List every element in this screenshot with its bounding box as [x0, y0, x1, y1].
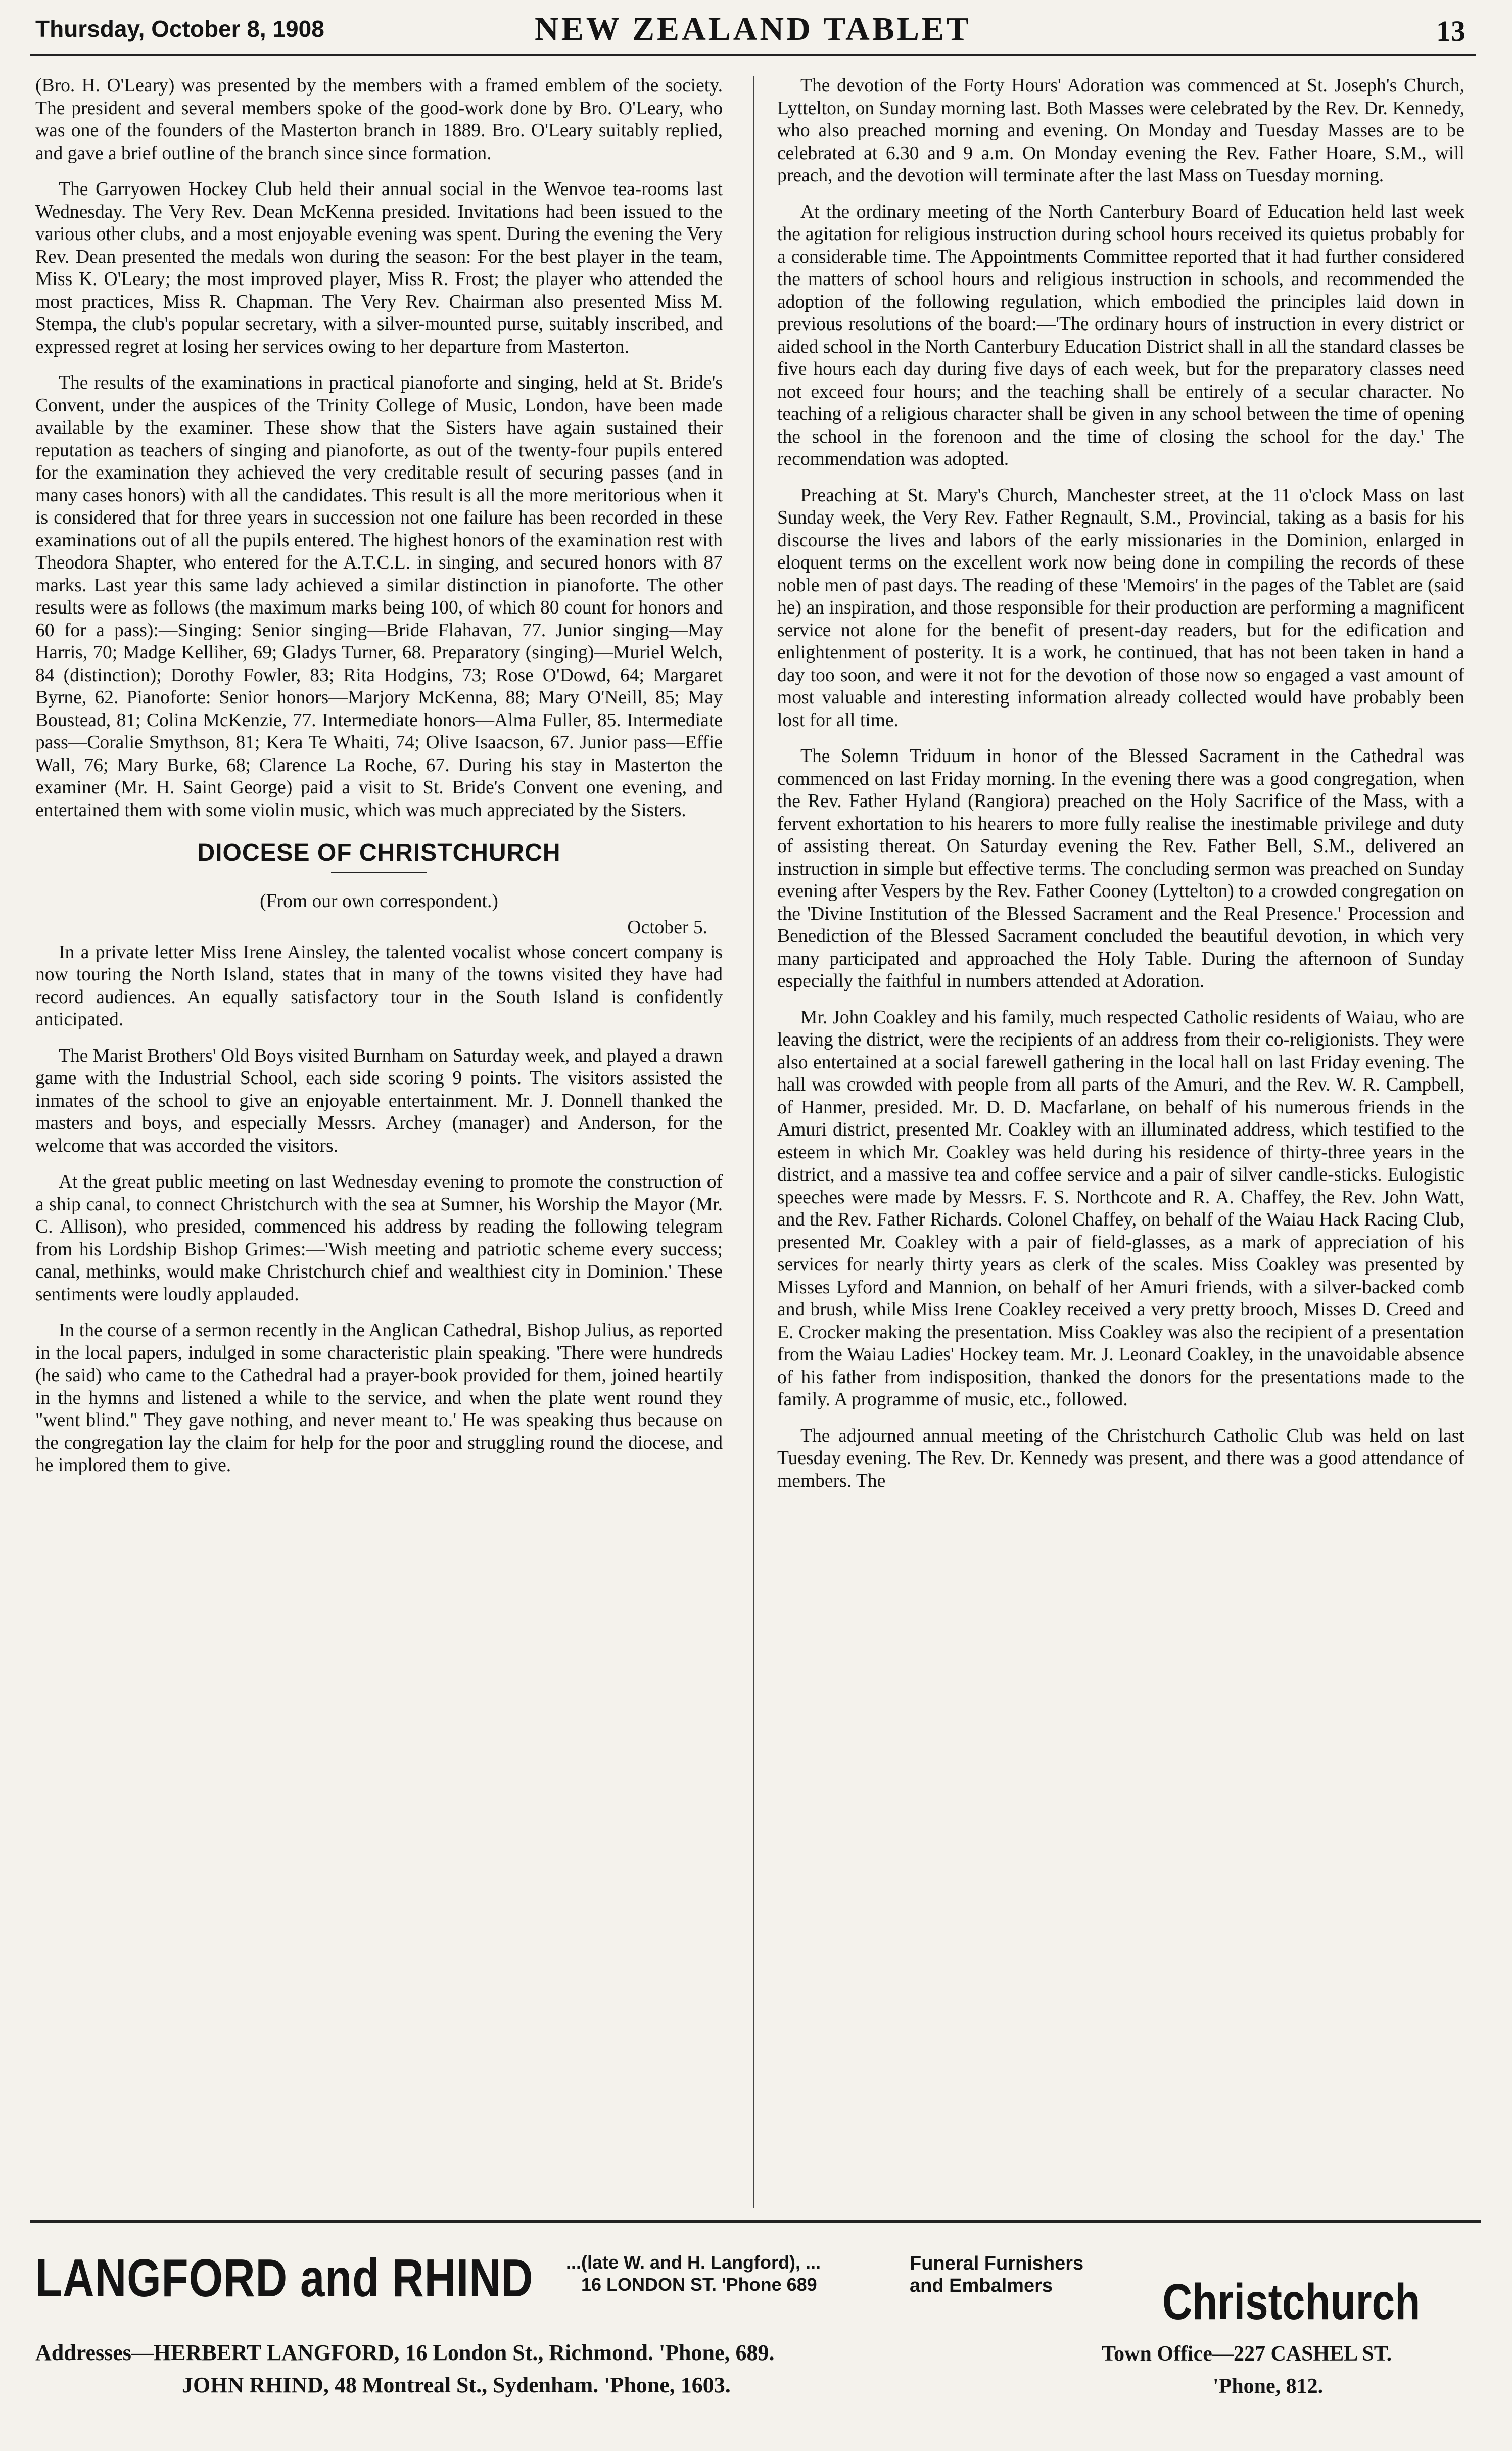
ad-address: Addresses—HERBERT LANGFORD, 16 London St., Richmond. 'Phone, 689.: [35, 2340, 775, 2365]
article-paragraph: (Bro. H. O'Leary) was presented by the members with a framed emblem of the society. The president and several members spoke of the good-work done by Bro. O'Leary, who was one of the founders of the Masterton branch in 1889. Bro. O'Leary suitably replied, and gave a brief outline of the branch since since formation.: [35, 75, 723, 164]
ad-firm-name: LANGFORD and RHIND: [35, 2248, 534, 2308]
column-divider: [753, 76, 754, 2208]
page-number: 13: [1436, 15, 1466, 48]
byline: (From our own correspondent.): [260, 890, 498, 912]
article-paragraph: Preaching at St. Mary's Church, Manchester street, at the 11 o'clock Mass on last Sunday week, the Very Rev. Father Regnault, S.M., Provincial, taking as a basis for his discourse the lives and labors of the early missionaries in the Dominion, enlarged in eloquent terms on the excellent work now being done in compiling the records of these noble men of past days. The reading of these 'Memoirs' in the pages of the Tablet are (said he) an inspiration, and those responsible for their production are performing a magnificent service not alone for the benefit of present-day readers, but for the edification and enlightenment of posterity. It is a work, he continued, that has not been taken in hand a day too soon, and were it not for the devotion of those now so engaged a vast amount of most valuable and interesting information already collected would have probably been lost for all time.: [777, 485, 1464, 731]
article-paragraph: Mr. John Coakley and his family, much respected Catholic residents of Waiau, who are leaving the district, were the recipients of an address from their co-religionists. They were also entertained at a social farewell gathering in the local hall on last Friday evening. The hall was crowded with people from all parts of the Amuri, and the Rev. W. R. Campbell, of Hanmer, presided. Mr. D. D. Macfarlane, on behalf of his numerous friends in the Amuri district, presented Mr. Coakley with an illuminated address, which testified to the esteem in which Mr. Coakley was held during his residence of thirty-three years in the district, and a massive tea and coffee service and a pair of silver candle-sticks. Eulogistic speeches were made by Messrs. F. S. Northcote and R. A. Chaffey, the Rev. John Watt, and the Rev. Father Richards. Colonel Chaffey, on behalf of the Waiau Hack Racing Club, presented Mr. Coakley with a pair of field-glasses, as a mark of appreciation of his services for nearly thirty years as clerk of the scales. Miss Coakley was presented by Misses Lyford and Mannion, on behalf of her Amuri friends, with a silver-backed comb and brush, while Miss Irene Coakley received a very pretty brooch, Misses D. Creed and E. Crocker making the presentation. Miss Coakley was also the recipient of a presentation from the Waiau Ladies' Hockey team. Mr. J. Leonard Coakley, in the unavoidable absence of his father from indisposition, thanked the donors for the presentations made to the family. A programme of music, etc., followed.: [777, 1007, 1464, 1410]
left-column: [35, 75, 723, 1491]
advertisement-banner: [30, 2220, 1481, 2445]
ad-trade-line: and Embalmers: [910, 2275, 1053, 2296]
ad-address: JOHN RHIND, 48 Montreal St., Sydenham. 'Phone, 1603.: [182, 2373, 731, 2397]
heading-divider: [331, 872, 427, 873]
issue-date: Thursday, October 8, 1908: [35, 16, 324, 42]
ad-city: Christchurch: [1162, 2274, 1421, 2330]
article-paragraph: The Marist Brothers' Old Boys visited Burnham on Saturday week, and played a drawn game with the Industrial School, each side scoring 9 points. The visitors assisted the inmates of the school to give an enjoyable entertainment. Mr. J. Donnell thanked the masters and boys, and especially Messrs. Archey (manager) and Anderson, for the welcome that was accorded the visitors.: [35, 1045, 723, 1156]
right-column: [777, 75, 1464, 1506]
article-paragraph: The Garryowen Hockey Club held their annual social in the Wenvoe tea-rooms last Wednesday. The Very Rev. Dean McKenna presided. Invitations had been issued to the various other clubs, and a most enjoyable evening was spent. During the evening the Very Rev. Dean presented the medals won during the season: For the best player in the team, Miss K. O'Leary; the most improved player, Miss R. Frost; the player who attended the most practices, Miss R. Chapman. The Very Rev. Chairman also presented Miss M. Stempa, the club's popular secretary, with a silver-mounted purse, suitably inscribed, and expressed regret at losing her services owing to her departure from Masterton.: [35, 179, 723, 357]
article-paragraph: The devotion of the Forty Hours' Adoration was commenced at St. Joseph's Church, Lyttelton, on Sunday morning last. Both Masses were celebrated by the Rev. Dr. Kennedy, who also preached morning and evening. On Monday and Tuesday Masses are to be celebrated at 6.30 and 9 a.m. On Monday evening the Rev. Father Hoare, S.M., will preach, and the devotion will terminate after the last Mass on Tuesday morning.: [777, 75, 1464, 186]
ad-trade-line: Funeral Furnishers: [910, 2253, 1084, 2274]
ad-street: 16 LONDON ST. 'Phone 689: [581, 2274, 817, 2295]
ad-office-phone: 'Phone, 812.: [1213, 2375, 1324, 2398]
article-paragraph: The adjourned annual meeting of the Christchurch Catholic Club was held on last Tuesday evening. The Rev. Dr. Kennedy was present, and there was a good attendance of members. The: [777, 1425, 1464, 1491]
article-paragraph: In a private letter Miss Irene Ainsley, the talented vocalist whose concert company is now touring the North Island, states that in many of the towns visited they have had record audiences. An equally satisfactory tour in the South Island is confidently anticipated.: [35, 941, 723, 1030]
ad-town-office: Town Office—227 CASHEL ST.: [1102, 2342, 1392, 2366]
page-header: [30, 7, 1476, 56]
article-paragraph: At the ordinary meeting of the North Canterbury Board of Education held last week the agitation for religious instruction during school hours received its quietus probably for a considerable time. The Appointments Committee reported that it had further considered the matters of school hours and religious instruction in schools, and recommended the adoption of the following regulation, which embodied the principles laid down in previous resolutions of the board:—'The ordinary hours of instruction in every district or aided school in the North Canterbury Education District shall in all the standard classes be five hours each day during five days of each week, but for the preparatory classes need not exceed four hours; and the teaching shall be entirely of a secular character. No teaching of a religious character shall be given in any school between the time of opening the school in the forenoon and the time of closing the school for the day.' The recommendation was adopted.: [777, 201, 1464, 469]
masthead-title: NEW ZEALAND TABLET: [535, 11, 971, 48]
article-paragraph: The results of the examinations in practical pianoforte and singing, held at St. Bride's Convent, under the auspices of the Trinity College of Music, London, have been made available by the examiner. These show that the Sisters have again sustained their reputation as teachers of singing and pianoforte, as out of the twenty-four pupils entered for the examination they achieved the very creditable result of securing passes (and in many cases honors) with all the candidates. This result is all the more meritorious when it is considered that for three years in succession not one failure has been recorded in these examinations out of all the pupils entered. The highest honors of the examination rest with Theodora Shapter, who entered for the A.T.C.L. in singing, and secured honors with 87 marks. Last year this same lady achieved a similar distinction in pianoforte. The other results were as follows (the maximum marks being 100, of which 80 count for honors and 60 for a pass):—Singing: Senior singing—Bride Flahavan, 77. Junior singing—May Harris, 70; Madge Kelliher, 69; Gladys Turner, 68. Preparatory (singing)—Muriel Welch, 84 (distinction); Dorothy Fowler, 83; Rita Hodgins, 73; Rose O'Dowd, 64; Margaret Byrne, 62. Pianoforte: Senior honors—Marjory McKenna, 88; Mary O'Neill, 85; May Boustead, 81; Colina McKenzie, 77. Intermediate honors—Alma Fuller, 85. Intermediate pass—Coralie Smythson, 81; Kera Te Whaiti, 74; Olive Isaacson, 67. Junior pass—Effie Wall, 76; Mary Burke, 68; Clarence La Roche, 67. During his stay in Masterton the examiner (Mr. H. Saint George) paid a visit to St. Bride's Convent one evening, and entertained them with some violin music, which was much appreciated by the Sisters.: [35, 372, 723, 821]
article-paragraph: The Solemn Triduum in honor of the Blessed Sacrament in the Cathedral was commenced on last Friday morning. In the evening there was a good congregation, when the Rev. Father Hyland (Rangiora) preached on the Holy Sacrifice of the Mass, with a fervent exhortation to his hearers to more fully realise the inestimable privilege and duty of assisting thereat. On Saturday evening the Rev. Father Bell, S.M., delivered an instruction in simple but effective terms. The concluding sermon was preached on Sunday evening after Vespers by the Rev. Father Cooney (Lyttelton) to a crowded congregation on the 'Divine Institution of the Blessed Sacrament and the Real Presence.' Procession and Benediction of the Blessed Sacrament concluded the beautiful devotion, in which very many participated and approached the Holy Table. During the afternoon of Sunday especially the faithful in numbers attended at Adoration.: [777, 746, 1464, 992]
section-heading: DIOCESE OF CHRISTCHURCH: [197, 839, 561, 866]
dateline: October 5.: [627, 917, 707, 938]
ad-predecessor: ...(late W. and H. Langford), ...: [566, 2252, 821, 2273]
article-paragraph: In the course of a sermon recently in the Anglican Cathedral, Bishop Julius, as reported in the local papers, indulged in some characteristic plain speaking. 'There were hundreds (he said) who came to the Cathedral had a prayer-book provided for them, joined heartily in the hymns and listened a while to the service, and when the plate went round they "went blind." They gave nothing, and never meant to.' He was speaking thus because on the congregation lay the claim for help for the poor and struggling round the diocese, and he implored them to give.: [35, 1320, 723, 1476]
article-paragraph: At the great public meeting on last Wednesday evening to promote the construction of a ship canal, to connect Christchurch with the sea at Sumner, his Worship the Mayor (Mr. C. Allison), who presided, commenced his address by reading the following telegram from his Lordship Bishop Grimes:—'Wish meeting and patriotic scheme every success; canal, methinks, would make Christchurch chief and wealthiest city in Dominion.' These sentiments were loudly applauded.: [35, 1171, 723, 1305]
